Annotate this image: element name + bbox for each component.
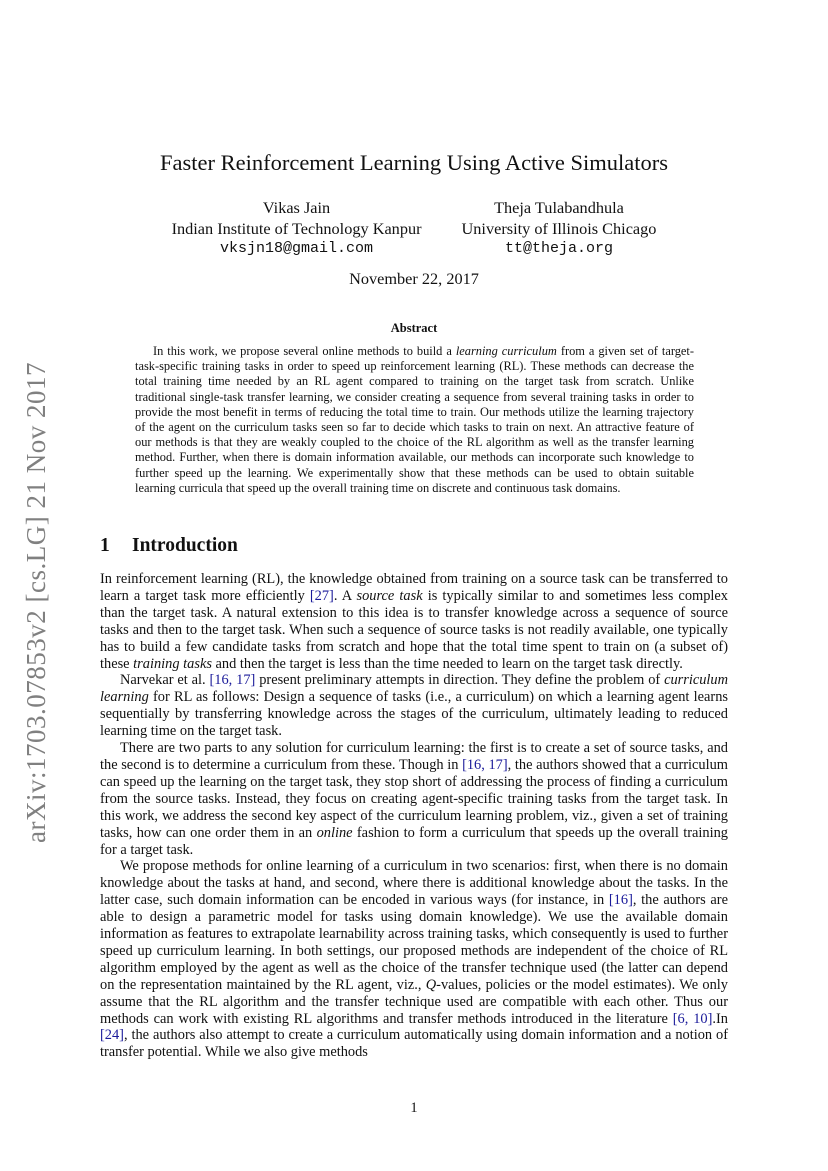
arxiv-identifier-text: arXiv:1703.07853v2 [cs.LG] 21 Nov 2017	[20, 362, 51, 843]
paragraph-4: We propose methods for online learning of a curriculum in two scenarios: first, when there is no domain knowledge about the tasks at hand, and second, where there is additional knowledge about the tasks. In the latter case, such domain information can be encoded in various ways (for instance, in [16], the authors are able to design a parametric model for tasks using domain knowledge). We use the available domain information as features to extrapolate learnability across training tasks, which consequently is used to further speed up curriculum learning. In both settings, our proposed methods are independent of the choice of RL algorithm employed by the agent as well as the choice of the transfer technique used (the latter can depend on the representation maintained by the RL agent, viz., Q-values, policies or the model estimates). We only assume that the RL algorithm and the transfer technique used are compatible with each other. Thus our methods can work with existing RL algorithms and transfer methods introduced in the literature [6, 10].In [24], the authors also attempt to create a curriculum automatically using domain information and a notion of transfer potential. While we also give methods	[100, 858, 728, 1061]
paragraph-3: There are two parts to any solution for curriculum learning: the first is to create a set of source tasks, and the second is to determine a curriculum from these. Though in [16, 17], the authors showed that a curriculum can speed up the learning on the target task, they stop short of addressing the process of finding a curriculum from the source tasks. Instead, they focus on creating agent-specific training tasks from the target task. In this work, we address the second key aspect of the curriculum learning problem, viz., given a set of training tasks, how can one order them in an online fashion to form a curriculum that speeds up the overall training for a target task.	[100, 740, 728, 858]
page-number: 1	[410, 1100, 418, 1116]
arxiv-identifier-stamp	[12, 355, 60, 850]
section-title: Introduction	[132, 535, 238, 556]
author-1	[172, 198, 422, 260]
introduction-body	[100, 571, 728, 1061]
abstract-text: In this work, we propose several online methods to build a learning curriculum from a given set of target-task-specific training tasks in order to speed up reinforcement learning (RL). These methods can decrease the total training time needed by an RL agent compared to training on the target task from scratch. Unlike traditional single-task transfer learning, we consider creating a sequence from several training tasks in order to provide the most benefit in terms of reducing the total time to train. Our methods utilize the learning trajectory of the agent on the curriculum tasks seen so far to decide which tasks to train on next. An attractive feature of our methods is that they are weakly coupled to the choice of the RL algorithm as well as the transfer learning method. Further, when there is domain information available, our methods can incorporate such knowledge to further speed up the learning. We experimentally show that these methods can be used to obtain suitable learning curricula that speed up the overall training time on discrete and continuous task domains.	[135, 344, 694, 495]
author-affiliation: Indian Institute of Technology Kanpur	[171, 218, 422, 238]
section-heading-introduction	[100, 535, 728, 557]
citation-link[interactable]: [27]	[309, 587, 334, 604]
paper-title: Faster Reinforcement Learning Using Active Simulators	[159, 150, 668, 175]
author-name: Theja Tulabandhula	[494, 198, 624, 217]
paragraph-1: In reinforcement learning (RL), the knowledge obtained from training on a source task can be transferred to learn a target task more efficiently [27]. A source task is typically similar to and sometimes less complex than the target task. A natural extension to this idea is to transfer knowledge across a sequence of source tasks and then to the target task. When such a sequence of source tasks is not readily available, one typically has to build a few candidate tasks from scratch and hope that the total time spent to train on (a subset of) these training tasks and then the target is less than the time needed to learn on the target task directly.	[100, 571, 728, 672]
citation-link[interactable]: [16]	[608, 892, 633, 909]
author-name: Vikas Jain	[262, 198, 331, 217]
author-affiliation: University of Illinois Chicago	[461, 218, 657, 238]
section-number: 1	[100, 535, 110, 556]
citation-link[interactable]: [16, 17]	[209, 672, 256, 689]
citation-link[interactable]: [16, 17]	[462, 756, 508, 773]
abstract-heading: Abstract	[390, 321, 438, 335]
author-email: vksjn18@gmail.com	[220, 240, 374, 257]
citation-link[interactable]: [6, 10]	[672, 1010, 713, 1027]
author-email: tt@theja.org	[504, 240, 613, 257]
paper-date: November 22, 2017	[349, 269, 479, 288]
paragraph-2: Narvekar et al. [16, 17] present preliminary attempts in direction. They define the problem of curriculum learning for RL as follows: Design a sequence of tasks (i.e., a curriculum) on which a learning agent learns sequentially by transferring knowledge across the stages of the curriculum, ultimately leading to reduced learning time on the target task.	[100, 672, 729, 740]
author-2	[462, 198, 657, 260]
author-block	[100, 198, 728, 260]
citation-link[interactable]: [24]	[100, 1027, 124, 1044]
